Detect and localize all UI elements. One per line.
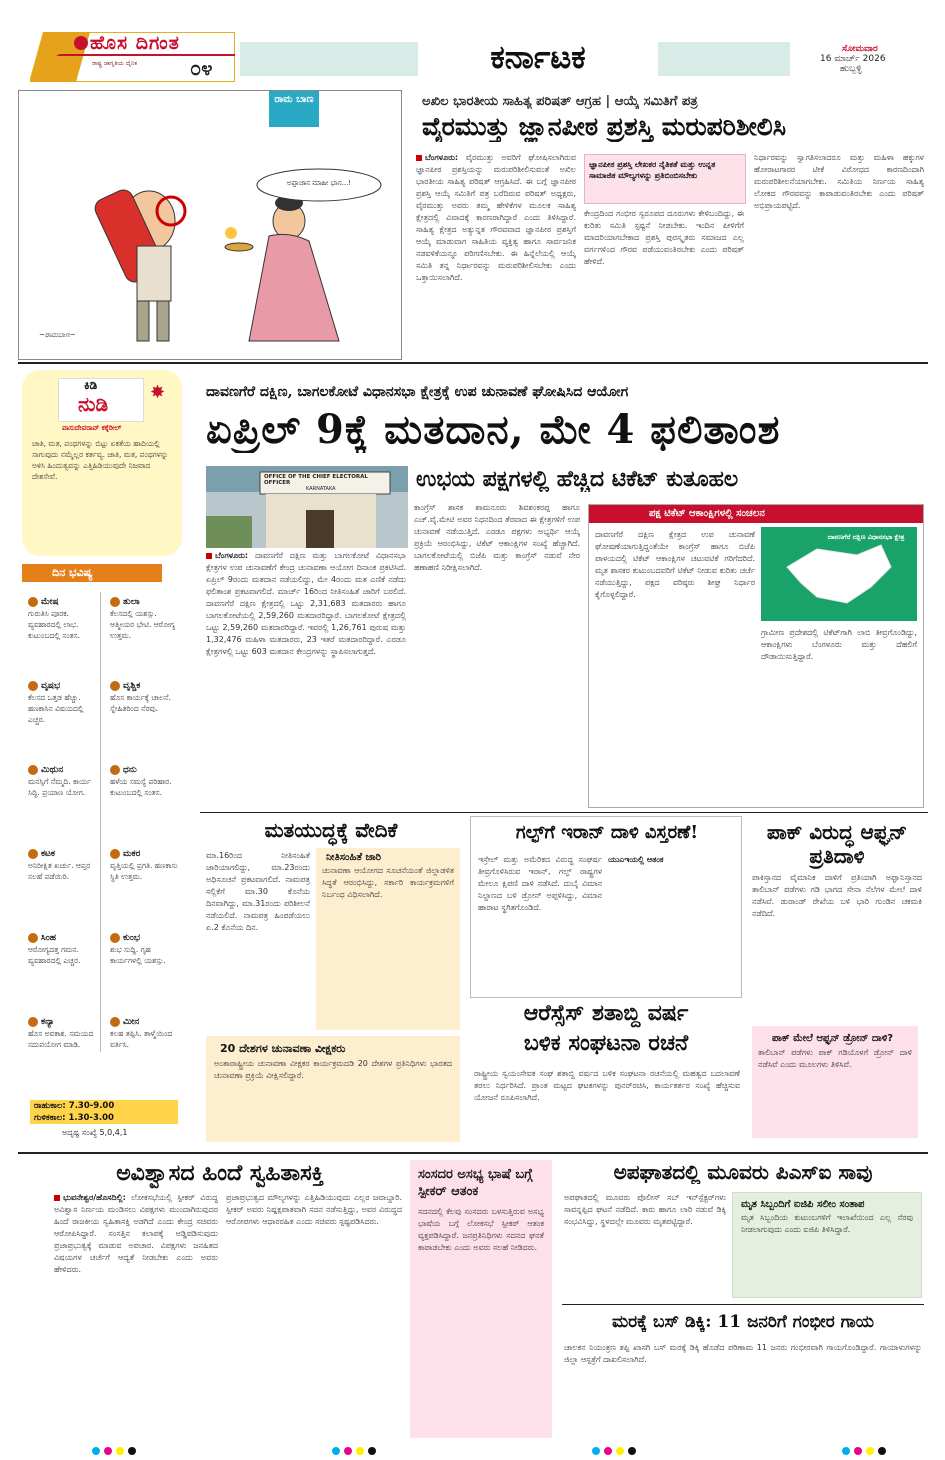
mid1-box	[316, 848, 460, 1030]
top-story	[410, 90, 930, 360]
logo-tagline: ರಾಷ್ಟ್ರ ಜಾಗೃತಿಯ ದೈನಿಕ	[92, 60, 138, 67]
bottom1-dateline: ಭುವನೇಶ್ವರ/ಹೊಸದಿಲ್ಲಿ:	[63, 1193, 126, 1202]
bottom2-body: ಸದನದಲ್ಲಿ ಕೆಲವು ಸಂಸದರು ಬಳಸುತ್ತಿರುವ ಅಸಭ್ಯ ಭಾಷೆಯ ಬಗ್ಗೆ ಲೋಕಸಭೆ ಸ್ಪೀಕರ್ ಆತಂಕ ವ್ಯಕ್ತಪಡಿಸಿದ್ದಾರೆ. ಜನಪ್ರತಿನಿಧಿಗಳು ಸದನದ ಘನತೆ ಕಾಪಾಡಬೇಕು ಎಂದು ಅವರು ಸಲಹೆ ನೀಡಿದರು.	[418, 1207, 544, 1252]
top-story-sidebar-text: ಜ್ಞಾನಪೀಠ ಪ್ರಶಸ್ತಿ ಲೇಖಕರ ನೈತಿಕತೆ ಮತ್ತು ಉನ್ನತ ಸಾಮಾಜಿಕ ಮೌಲ್ಯಗಳನ್ನು ಪ್ರತಿಬಿಂಬಿಸಬೇಕು	[589, 160, 716, 180]
gulika-kala: ಗುಳಿಕಕಾಲ: 1.30-3.00	[30, 1112, 178, 1124]
bottom1-body: ಲೋಕಸಭೆಯಲ್ಲಿ ಸ್ಪೀಕರ್ ವಿರುದ್ಧ ಅವಿಶ್ವಾಸ ನಿರ್ಣಯ ಮಂಡಿಸಲು ವಿಪಕ್ಷಗಳು ಮುಂದಾಗಿರುವುದರ ಹಿಂದೆ ರಾಜಕೀಯ ಸ್ವಹಿತಾಸಕ್ತಿ ಅಡಗಿದೆ ಎಂದು ಕೇಂದ್ರ ಸಚಿವರು ಆರೋಪಿಸಿದ್ದಾರೆ. ಸಂಸತ್ತಿನ ಕಲಾಪಕ್ಕೆ ಅಡ್ಡಿಪಡಿಸುವುದು ಪ್ರಜಾಪ್ರಭುತ್ವಕ್ಕೆ ಮಾಡುವ ಅಪಚಾರ. ವಿಪಕ್ಷಗಳು ಜನಹಿತದ ವಿಷಯಗಳ ಚರ್ಚೆಗೆ ಆದ್ಯತೆ ನೀಡಬೇಕು ಎಂದು ಅವರು ಹೇಳಿದರು.	[54, 1193, 218, 1274]
divider	[18, 362, 928, 364]
logo-emblem-icon	[74, 36, 88, 50]
rashi-sign-text: ಕೆಲಸದಲ್ಲಿ ಯಶಸ್ಸು. ಆತ್ಮೀಯರ ಭೇಟಿ. ಆರೋಗ್ಯ ಉತ್ತಮ.	[110, 609, 175, 640]
lead-body1: ದಾವಣಗೆರೆ ದಕ್ಷಿಣ ಮತ್ತು ಬಾಗಲಕೋಟೆ ವಿಧಾನಸಭಾ ಕ್ಷೇತ್ರಗಳ ಉಪ ಚುನಾವಣೆಗೆ ಕೇಂದ್ರ ಚುನಾವಣಾ ಆಯೋಗ ದಿನಾಂಕ ಪ್ರಕಟಿಸಿದೆ. ಏಪ್ರಿಲ್ 9ರಂದು ಮತದಾನ ನಡೆಯಲಿದ್ದು, ಮೇ 4ರಂದು ಮತ ಎಣಿಕೆ ನಡೆದು ಫಲಿತಾಂಶ ಪ್ರಕಟವಾಗಲಿದೆ. ಮಾರ್ಚ್ 16ರಿಂದ ನೀತಿಸಂಹಿತೆ ಜಾರಿಗೆ ಬರಲಿದೆ. ದಾವಣಗೆರೆ ದಕ್ಷಿಣ ಕ್ಷೇತ್ರದಲ್ಲಿ ಒಟ್ಟು 2,31,683 ಮತದಾರರು ಹಾಗೂ ಬಾಗಲಕೋಟೆಯಲ್ಲಿ 2,59,260 ಮತದಾರರಿದ್ದಾರೆ.	[206, 551, 406, 620]
zodiac-icon	[28, 1017, 38, 1027]
date-block	[790, 42, 920, 76]
rashi-sign-name: ಧನು	[123, 765, 137, 775]
rashi-sign-name: ತುಲಾ	[123, 597, 140, 607]
top-story-lead: ವೈರಮುತ್ತು ಅವರಿಗೆ ಘೋಷಿಸಲಾಗಿರುವ ಜ್ಞಾನಪೀಠ ಪ್ರಶಸ್ತಿಯನ್ನು ಮರುಪರಿಶೀಲಿಸುವಂತೆ ಅಖಿಲ ಭಾರತೀಯ ಸಾಹಿತ್ಯ ಪರಿಷತ್ ಆಗ್ರಹಿಸಿದೆ.	[416, 153, 576, 186]
top-story-headline: ವೈರಮುತ್ತು ಜ್ಞಾನಪೀಠ ಪ್ರಶಸ್ತಿ ಮರುಪರಿಶೀಲಿಸಿ	[422, 112, 786, 141]
kidi-title: ನುಡಿ	[78, 392, 109, 416]
mid1-box-body: ಚುನಾವಣಾ ಆಯೋಗದ ಸೂಚನೆಯಂತೆ ಜಿಲ್ಲಾಡಳಿತ ಸಿದ್ಧತೆ ಆರಂಭಿಸಿದ್ದು, ಸರ್ಕಾರಿ ಕಾರ್ಯಕ್ರಮಗಳಿಗೆ ನಿರ್ಬಂಧ ವಿಧಿಸಲಾಗಿದೆ.	[322, 866, 454, 899]
rashi-sign-text: ವೃತ್ತಿಯಲ್ಲಿ ಪ್ರಗತಿ. ಹಣಕಾಸು ಸ್ಥಿತಿ ಉತ್ತಮ.	[110, 861, 178, 881]
zodiac-icon	[28, 849, 38, 859]
rashi-sign-name: ಮಿಥುನ	[41, 765, 64, 775]
mid1-box2	[206, 1036, 460, 1142]
lead-headline: ಏಪ್ರಿಲ್ 9ಕ್ಕೆ ಮತದಾನ, ಮೇ 4 ಫಲಿತಾಂಶ	[206, 406, 781, 453]
rashi-sign	[110, 764, 182, 798]
kidi-nudi	[22, 370, 182, 556]
mid2-sub: ಯುಎಇಯಲ್ಲಿ ಆತಂಕ	[608, 855, 664, 864]
spark-icon: ✸	[150, 382, 166, 403]
rahu-kala: ರಾಹುಕಾಲ: 7.30-9.00	[30, 1100, 178, 1112]
zodiac-icon	[110, 933, 120, 943]
ticket-box-text: ದಾವಣಗೆರೆ ದಕ್ಷಿಣ ಕ್ಷೇತ್ರದ ಉಪ ಚುನಾವಣೆ ಘೋಷಣೆಯಾಗುತ್ತಿದ್ದಂತೆಯೇ ಕಾಂಗ್ರೆಸ್ ಹಾಗೂ ಬಿಜೆಪಿ ಪಾಳಯದಲ್ಲಿ ಟಿಕೆಟ್ ಆಕಾಂಕ್ಷಿಗಳ ಚಟುವಟಿಕೆ ಗರಿಗೆದರಿದೆ. ಮೃತ ಶಾಸಕರ ಕುಟುಂಬದವರಿಗೆ ಟಿಕೆಟ್ ನೀಡುವ ಕುರಿತು ಚರ್ಚೆ ನಡೆಯುತ್ತಿದ್ದು, ಪಕ್ಷದ ವರಿಷ್ಠರು ಶೀಘ್ರ ನಿರ್ಧಾರ ಕೈಗೊಳ್ಳಲಿದ್ದಾರೆ.	[595, 530, 755, 599]
kidi-quote: ಜಾತಿ, ಮತ, ಪಂಥಗಳನ್ನು ಬಿಟ್ಟು ಏಕತೆಯ ಹಾದಿಯಲ್ಲಿ ಸಾಗುವುದು ನಮ್ಮೆಲ್ಲರ ಕರ್ತವ್ಯ. ಜಾತಿ, ಮತ, ಪಂಥಗಳನ್ನು ಅಳಿಸಿ ಹಿಂದುತ್ವವನ್ನು ಎತ್ತಿಹಿಡಿಯುವುದೇ ನಿಜವಾದ ದೇಶಸೇವೆ.	[32, 439, 169, 481]
rashi-sign	[110, 596, 182, 641]
bottom2-headline: ಸಂಸದರ ಅಸಭ್ಯ ಭಾಷೆ ಬಗ್ಗೆ ಸ್ಪೀಕರ್ ಆತಂಕ	[418, 1167, 533, 1199]
lead-col1	[206, 550, 406, 804]
cartoon-tag: ರಾಮ ಬಾಣ	[269, 91, 319, 127]
cartoon-illustration	[19, 91, 399, 357]
rashi-title-text: ದಿನ ಭವಿಷ್ಯ	[52, 566, 93, 579]
mid3-box-body: ತಾಲಿಬಾನ್ ಪಡೆಗಳು ಪಾಕ್ ಗಡಿಯೊಳಗೆ ಡ್ರೋನ್ ದಾಳಿ ನಡೆಸಿವೆ ಎಂದು ಮೂಲಗಳು ತಿಳಿಸಿವೆ.	[758, 1048, 912, 1069]
zodiac-icon	[28, 933, 38, 943]
zodiac-icon	[110, 681, 120, 691]
lead-body2: ಬಾಗಲಕೋಟೆ ಕ್ಷೇತ್ರದಲ್ಲಿ ಒಟ್ಟು 2,59,260 ಮತದಾರರಿದ್ದಾರೆ. ಇವರಲ್ಲಿ 1,26,761 ಪುರುಷ ಮತ್ತು 1,32,476 ಮಹಿಳಾ ಮತದಾರರು, 23 ಇತರೆ ಮತದಾರರಿದ್ದಾರೆ. ಎರಡೂ ಕ್ಷೇತ್ರಗಳಲ್ಲಿ ಒಟ್ಟು 603 ಮತದಾನ ಕೇಂದ್ರಗಳನ್ನು ಸ್ಥಾಪಿಸಲಾಗುತ್ತದೆ.	[206, 611, 406, 656]
rashi-sign	[28, 596, 100, 641]
top-story-body: ಈ ಬಗ್ಗೆ ಜ್ಞಾನಪೀಠ ಪ್ರಶಸ್ತಿ ಆಯ್ಕೆ ಸಮಿತಿಗೆ ಪತ್ರ ಬರೆದಿರುವ ಪರಿಷತ್ ಅಧ್ಯಕ್ಷರು, ವೈರಮುತ್ತು ಅವರು ತಮ್ಮ ಹೇಳಿಕೆಗಳ ಮೂಲಕ ಸಾಹಿತ್ಯ ಕ್ಷೇತ್ರದಲ್ಲಿ ವಿವಾದಕ್ಕೆ ಕಾರಣರಾಗಿದ್ದಾರೆ ಎಂದು ತಿಳಿಸಿದ್ದಾರೆ. ಸಾಹಿತ್ಯ ಕ್ಷೇತ್ರದ ಅತ್ಯುನ್ನತ ಗೌರವವಾದ ಜ್ಞಾನಪೀಠ ಪ್ರಶಸ್ತಿಗೆ ಆಯ್ಕೆ ಮಾಡುವಾಗ ಸಾಹಿತಿಯ ವ್ಯಕ್ತಿತ್ವ ಹಾಗೂ ಸಾರ್ವಜನಿಕ ನಡವಳಿಕೆಯನ್ನೂ ಪರಿಗಣಿಸಬೇಕು. ಈ ಹಿನ್ನೆಲೆಯಲ್ಲಿ ಆಯ್ಕೆ ಸಮಿತಿ ತನ್ನ ನಿರ್ಧಾರವನ್ನು ಮರುಪರಿಶೀಲಿಸಬೇಕು ಎಂದು ಒತ್ತಾಯಿಸಲಾಗಿದೆ.	[416, 177, 576, 282]
registration-marks	[330, 1440, 378, 1459]
bottom3-box	[732, 1192, 922, 1298]
zodiac-icon	[28, 597, 38, 607]
kidi-source: ವಾಸುದೇವರಾವ್ ಕಕ್ಕೆರೀಲ್	[62, 424, 122, 432]
photo-sign-text-2: KARNATAKA	[306, 486, 336, 492]
rashi-sign-text: ಮನಸ್ಸಿಗೆ ನೆಮ್ಮದಿ. ಕಾರ್ಯ ಸಿದ್ಧಿ. ಪ್ರಯಾಣ ಯೋಗ.	[28, 777, 91, 797]
bottom1-headline: ಅವಿಶ್ವಾಸದ ಹಿಂದೆ ಸ್ವಹಿತಾಸಕ್ತಿ	[116, 1160, 324, 1186]
logo	[30, 32, 235, 82]
rashi-sign	[28, 680, 100, 725]
bottom2-box	[410, 1160, 552, 1438]
bottom1-col1	[54, 1192, 218, 1430]
top-story-col2: ಕೇಂದ್ರದಿಂದ ಗಂಭೀರ ಸ್ವರೂಪದ ದೂರುಗಳು ಕೇಳಿಬಂದಿದ್ದು, ಈ ಕುರಿತು ಸಮಿತಿ ಸ್ಪಷ್ಟನೆ ನೀಡಬೇಕು. ಇಂದಿನ ಪೀಳಿಗೆಗೆ ಮಾದರಿಯಾಗಬೇಕಾದ ಪ್ರಶಸ್ತಿ ಪುರಸ್ಕೃತರು ಸಮಾಜದ ಎಲ್ಲ ವರ್ಗಗಳಿಂದ ಗೌರವ ಪಡೆಯುವಂತಿರಬೇಕು ಎಂದು ಪರಿಷತ್ ಹೇಳಿದೆ.	[584, 209, 744, 266]
lead-kicker: ದಾವಣಗೆರೆ ದಕ್ಷಿಣ, ಬಾಗಲಕೋಟೆ ವಿಧಾನಸಭಾ ಕ್ಷೇತ್ರಕ್ಕೆ ಉಪ ಚುನಾವಣೆ ಘೋಷಿಸಿದ ಆಯೋಗ	[206, 384, 629, 400]
bottom1-col2: ಪ್ರಜಾಪ್ರಭುತ್ವದ ಮೌಲ್ಯಗಳನ್ನು ಎತ್ತಿಹಿಡಿಯುವುದು ಎಲ್ಲರ ಜವಾಬ್ದಾರಿ. ಸ್ಪೀಕರ್ ಅವರು ನಿಷ್ಪಕ್ಷಪಾತವಾಗಿ ಸದನ ನಡೆಸುತ್ತಿದ್ದು, ಅವರ ವಿರುದ್ಧದ ಆರೋಪಗಳು ಆಧಾರರಹಿತ ಎಂದು ಸಚಿವರು ಸ್ಪಷ್ಟಪಡಿಸಿದರು.	[226, 1193, 402, 1226]
date: 16 ಮಾರ್ಚ್ 2026	[820, 54, 886, 64]
ticket-box-title: ಪಕ್ಷ ಟಿಕೆಟ್ ಆಕಾಂಕ್ಷಿಗಳಲ್ಲಿ ಸಂಚಲನ	[649, 508, 765, 519]
cartoon	[18, 90, 402, 360]
lead-photo	[206, 466, 408, 548]
ticket-box	[588, 504, 924, 808]
rashi-sign	[28, 1016, 100, 1050]
page-number: ೦೪	[190, 56, 213, 80]
rashi-sign-text: ಕಲಹ ತಪ್ಪಿಸಿ. ತಾಳ್ಮೆಯಿಂದ ವರ್ತಿಸಿ.	[110, 1029, 173, 1049]
rashi-sign-name: ಮೀನ	[123, 1017, 140, 1027]
ticket-box-text-2: ಗ್ರಾಮೀಣ ಪ್ರದೇಶದಲ್ಲಿ ಟಿಕೆಟ್‌ಗಾಗಿ ಲಾಬಿ ತೀವ್ರಗೊಂಡಿದ್ದು, ಆಕಾಂಕ್ಷಿಗಳು ಬೆಂಗಳೂರು ಮತ್ತು ದೆಹಲಿಗೆ ದೌಡಾಯಿಸುತ್ತಿದ್ದಾರೆ.	[761, 628, 917, 661]
divider	[562, 1304, 924, 1305]
mid1-box-title: ನೀತಿಸಂಹಿತೆ ಜಾರಿ	[326, 852, 382, 863]
photo-sign-text: OFFICE OF THE CHIEF ELECTORAL OFFICER	[264, 474, 368, 486]
rashi-sign-name: ಕುಂಭ	[123, 933, 141, 943]
bottom3-headline-2: ಮರಕ್ಕೆ ಬಸ್ ಡಿಕ್ಕಿ: 11 ಜನರಿಗೆ ಗಂಭೀರ ಗಾಯ	[611, 1312, 875, 1332]
city: ಹುಬ್ಬಳ್ಳಿ	[840, 64, 862, 74]
map-label: ದಾವಣಗೆರೆ ದಕ್ಷಿಣ ವಿಧಾನಸಭಾ ಕ್ಷೇತ್ರ	[827, 533, 905, 541]
rashi-sign-text: ಅನಿರೀಕ್ಷಿತ ಖರ್ಚು. ಆಪ್ತರ ಸಲಹೆ ಪಡೆಯಿರಿ.	[28, 861, 91, 881]
zodiac-icon	[110, 597, 120, 607]
rashi-sign-name: ಮಕರ	[123, 849, 141, 859]
logo-text: ಹೊಸ ದಿಗಂತ	[90, 32, 180, 54]
registration-marks	[590, 1440, 638, 1459]
lucky-number: ಅದೃಷ್ಟ ಸಂಖ್ಯೆ 5,0,4,1	[62, 1128, 128, 1137]
rashi-sign-text: ಗುರುತಿಸಿ ಪೂರಕ. ವ್ಯವಹಾರದಲ್ಲಿ ಲಾಭ. ಕುಟುಂಬದಲ್ಲಿ ಸಂತಸ.	[28, 609, 80, 640]
rashi-sign-name: ಮೇಷ	[41, 597, 59, 607]
rashi-sign-name: ವೃಷಭ	[41, 681, 61, 691]
zodiac-icon	[110, 765, 120, 775]
cartoon-speech: ಅಪ್ಪಾಜಾನ ಮಾಹೀ ಭಾನ...!	[286, 179, 352, 187]
rashi-sign	[110, 680, 182, 714]
rashi-sign-text: ಕೆಲಸದ ಒತ್ತಡ ಹೆಚ್ಚು. ಹಣಕಾಸಿನ ವಿಷಯದಲ್ಲಿ ಎಚ್ಚರ.	[28, 693, 84, 724]
bottom3-body-2: ಚಾಲಕನ ನಿಯಂತ್ರಣ ತಪ್ಪಿ ಖಾಸಗಿ ಬಸ್ ಮರಕ್ಕೆ ಡಿಕ್ಕಿ ಹೊಡೆದ ಪರಿಣಾಮ 11 ಜನರು ಗಂಭೀರವಾಗಿ ಗಾಯಗೊಂಡಿದ್ದಾರೆ. ಗಾಯಾಳುಗಳನ್ನು ಜಿಲ್ಲಾ ಆಸ್ಪತ್ರೆಗೆ ದಾಖಲಿಸಲಾಗಿದೆ.	[564, 1343, 922, 1364]
rashi-sign	[28, 848, 100, 882]
mid1-box2-title: 20 ದೇಶಗಳ ಚುನಾವಣಾ ವೀಕ್ಷಕರು	[220, 1042, 346, 1055]
lead-subhead: ಉಭಯ ಪಕ್ಷಗಳಲ್ಲಿ ಹೆಚ್ಚಿದ ಟಿಕೆಟ್ ಕುತೂಹಲ	[416, 466, 739, 492]
masthead	[0, 0, 945, 92]
mid2-body: ಇಸ್ರೇಲ್ ಮತ್ತು ಅಮೆರಿಕದ ವಿರುದ್ಧ ಸಂಘರ್ಷ ತೀವ್ರಗೊಳಿಸಿರುವ ಇರಾನ್, ಗಲ್ಫ್ ರಾಷ್ಟ್ರಗಳ ಮೇಲೂ ಕ್ಷಿಪಣಿ ದಾಳಿ ನಡೆಸಿದೆ. ದುಬೈ ವಿಮಾನ ನಿಲ್ದಾಣದ ಬಳಿ ಡ್ರೋನ್ ಅಪ್ಪಳಿಸಿದ್ದು, ವಿಮಾನ ಹಾರಾಟ ಸ್ಥಗಿತಗೊಂಡಿದೆ.	[478, 855, 602, 912]
bottom3-headline: ಅಪಘಾತದಲ್ಲಿ ಮೂವರು ಪಿಎಸ್‌ಐ ಸಾವು	[613, 1160, 873, 1184]
bottom3-body: ಅಪಘಾತದಲ್ಲಿ ಮೂವರು ಪೊಲೀಸ್ ಸಬ್ ಇನ್‌ಸ್ಪೆಕ್ಟರ್‌ಗಳು ಸಾವನ್ನಪ್ಪಿದ ಘಟನೆ ನಡೆದಿದೆ. ಕಾರು ಹಾಗೂ ಲಾರಿ ನಡುವೆ ಡಿಕ್ಕಿ ಸಂಭವಿಸಿದ್ದು, ಸ್ಥಳದಲ್ಲೇ ಮೂವರು ಮೃತಪಟ್ಟಿದ್ದಾರೆ.	[564, 1193, 726, 1226]
bottom3-box-title: ಮೃತ ಸಿಬ್ಬಂದಿಗೆ ಐಜಿಪಿ ಸಲೀಂ ಸಂತಾಪ	[741, 1199, 865, 1210]
mid2-headline: ಗಲ್ಫ್‌ಗೆ ಇರಾನ್ ದಾಳಿ ವಿಸ್ತರಣೆ!	[515, 822, 699, 843]
lead-dateline: ಬೆಂಗಳೂರು:	[215, 551, 249, 560]
rss-body: ರಾಷ್ಟ್ರೀಯ ಸ್ವಯಂಸೇವಕ ಸಂಘ ಶತಾಬ್ದಿ ವರ್ಷದ ಬಳಿಕ ಸಂಘಟನಾ ರಚನೆಯಲ್ಲಿ ಮಹತ್ವದ ಬದಲಾವಣೆ ತರಲು ನಿರ್ಧರಿಸಿದೆ. ಪ್ರಾಂತ ಮಟ್ಟದ ಘಟಕಗಳನ್ನು ಪುನರ್‌ರಚಿಸಿ, ಕಾರ್ಯಕರ್ತರ ಸಂಖ್ಯೆ ಹೆಚ್ಚಿಸುವ ಯೋಜನೆ ರೂಪಿಸಲಾಗಿದೆ.	[474, 1069, 740, 1102]
rashi-sign-text: ಹಳೆಯ ಸಮಸ್ಯೆ ಪರಿಹಾರ. ಕುಟುಂಬದಲ್ಲಿ ಸಂತಸ.	[110, 777, 172, 797]
rashi-sign-text: ಹೊಸ ಕಾರ್ಯಕ್ಕೆ ಚಾಲನೆ. ಸ್ನೇಹಿತರಿಂದ ನೆರವು.	[110, 693, 171, 713]
section-title: ಕರ್ನಾಟಕ	[490, 38, 586, 76]
rashi-sign-name: ವೃಶ್ಚಿಕ	[123, 681, 141, 691]
zodiac-icon	[110, 849, 120, 859]
zodiac-icon	[28, 681, 38, 691]
mid3-headline: ಪಾಕ್ ವಿರುದ್ಧ ಆಫ್ಘನ್ ಪ್ರತಿದಾಳಿ	[766, 820, 908, 868]
divider	[200, 812, 928, 813]
kidi-title-top: ಕಿಡಿ	[84, 378, 98, 392]
rashi-times	[22, 1100, 184, 1138]
rashi-sign-name: ಕನ್ಯಾ	[41, 1017, 55, 1027]
mid1-headline: ಮತಯುದ್ಧಕ್ಕೆ ವೇದಿಕೆ	[264, 818, 398, 842]
rashi-sign	[110, 1016, 182, 1050]
rashi-col-divider	[100, 592, 101, 1052]
mid3-body: ಪಾಕಿಸ್ತಾನದ ವೈಮಾನಿಕ ದಾಳಿಗೆ ಪ್ರತಿಯಾಗಿ ಅಫ್ಘಾನಿಸ್ತಾನದ ತಾಲಿಬಾನ್ ಪಡೆಗಳು ಗಡಿ ಭಾಗದ ಸೇನಾ ನೆಲೆಗಳ ಮೇಲೆ ದಾಳಿ ನಡೆಸಿವೆ. ಡುರಾಂಡ್ ರೇಖೆಯ ಬಳಿ ಭಾರಿ ಗುಂಡಿನ ಚಕಮಕಿ ನಡೆದಿದೆ.	[752, 873, 922, 918]
top-story-dateline: ಬೆಂಗಳೂರು:	[425, 153, 459, 162]
rashi-sign	[110, 848, 182, 882]
lead-col2: ಕಾಂಗ್ರೆಸ್ ಶಾಸಕ ಶಾಮನೂರು ಶಿವಶಂಕರಪ್ಪ ಹಾಗೂ ಎಚ್.ವೈ.ಮೇಟಿ ಅವರ ನಿಧನದಿಂದ ತೆರವಾದ ಈ ಕ್ಷೇತ್ರಗಳಿಗೆ ಉಪ ಚುನಾವಣೆ ನಡೆಯುತ್ತಿದೆ. ಎರಡೂ ಪಕ್ಷಗಳು ಅಭ್ಯರ್ಥಿ ಆಯ್ಕೆ ಪ್ರಕ್ರಿಯೆ ಆರಂಭಿಸಿದ್ದು, ಟಿಕೆಟ್ ಆಕಾಂಕ್ಷಿಗಳ ಸಂಖ್ಯೆ ಹೆಚ್ಚಾಗಿದೆ. ಬಾಗಲಕೋಟೆಯಲ್ಲಿ ಬಿಜೆಪಿ ಮತ್ತು ಕಾಂಗ್ರೆಸ್ ನಡುವೆ ನೇರ ಹಣಾಹಣಿ ನಿರೀಕ್ಷಿಸಲಾಗಿದೆ.	[414, 503, 580, 572]
registration-marks	[840, 1440, 888, 1459]
map-panel	[761, 527, 917, 621]
rss-headline-1: ಆರೆಸ್ಸೆಸ್ ಶತಾಬ್ದಿ ವರ್ಷ	[523, 1000, 689, 1026]
mid3-box	[752, 1026, 918, 1138]
mid1-body: ಮಾ.16ರಿಂದ ನೀತಿಸಂಹಿತೆ ಜಾರಿಯಾಗಲಿದ್ದು, ಮಾ.23ರಂದು ಅಧಿಸೂಚನೆ ಪ್ರಕಟವಾಗಲಿದೆ. ನಾಮಪತ್ರ ಸಲ್ಲಿಕೆಗೆ ಮಾ.30 ಕೊನೆಯ ದಿನವಾಗಿದ್ದು, ಮಾ.31ರಂದು ಪರಿಶೀಲನೆ ನಡೆಯಲಿದೆ. ನಾಮಪತ್ರ ಹಿಂಪಡೆಯಲು ಏ.2 ಕೊನೆಯ ದಿನ.	[206, 851, 310, 932]
bottom3-box-body: ಮೃತ ಸಿಬ್ಬಂದಿಯ ಕುಟುಂಬಗಳಿಗೆ ಇಲಾಖೆಯಿಂದ ಎಲ್ಲ ನೆರವು ನೀಡಲಾಗುವುದು ಎಂದು ಐಜಿಪಿ ತಿಳಿಸಿದ್ದಾರೆ.	[741, 1213, 913, 1234]
top-story-col1	[416, 152, 576, 357]
mid3-box-title: ಪಾಕ್ ಮೇಲೆ ಆಫ್ಘನ್ ಡ್ರೋನ್ ದಾಳಿ?	[772, 1033, 894, 1044]
rashi-sign-name: ಕಟಕ	[41, 849, 55, 859]
rashi-sign	[110, 932, 182, 966]
top-story-col3: ನಿರ್ಧಾರವನ್ನು ಸ್ವಾಗತಿಸಲಾದರೂ ಮತ್ತು ಮಹಿಳಾ ಹಕ್ಕುಗಳ ಹೋರಾಟಗಾರರ ಟೀಕೆ ವಿರೋಧದ ಕಾರಣದಿಂದಾಗಿ ಮರುಪರಿಶೀಲನೆಯಾಗಬೇಕು. ಸಮಿತಿಯ ನಿರ್ಣಯ ಸಾಹಿತ್ಯ ಲೋಕದ ಗೌರವವನ್ನು ಕಾಪಾಡುವಂತಿರಬೇಕು ಎಂದು ಪರಿಷತ್ ಅಭಿಪ್ರಾಯಪಟ್ಟಿದೆ.	[754, 153, 924, 210]
rashi-sign	[28, 932, 100, 966]
rss-headline-2: ಬಳಿಕ ಸಂಘಟನಾ ರಚನೆ	[523, 1030, 689, 1056]
cartoon-signature: ~ರಾಮಬಾಣ~	[39, 331, 76, 339]
rashi-sign-name: ಸಿಂಹ	[41, 933, 57, 943]
mid2-sub-col	[608, 854, 734, 990]
zodiac-icon	[110, 1017, 120, 1027]
rashi-sign-text: ಆರೋಗ್ಯದತ್ತ ಗಮನ. ವ್ಯವಹಾರದಲ್ಲಿ ಎಚ್ಚರ.	[28, 945, 81, 965]
rashi-sign-text: ಹೊಸ ಅವಕಾಶ. ಸಮಯದ ಸದುಪಯೋಗ ಮಾಡಿ.	[28, 1029, 94, 1049]
rashi-sign-text: ಶುಭ ಸುದ್ದಿ. ಗೃಹ ಕಾರ್ಯಗಳಲ್ಲಿ ಯಶಸ್ಸು.	[110, 945, 166, 965]
top-story-kicker: ಅಖಿಲ ಭಾರತೀಯ ಸಾಹಿತ್ಯ ಪರಿಷತ್ ಆಗ್ರಹ | ಆಯ್ಕೆ ಸಮಿತಿಗೆ ಪತ್ರ	[422, 94, 698, 109]
divider	[18, 1152, 928, 1154]
mid1-box2-body: ಅಂತಾರಾಷ್ಟ್ರೀಯ ಚುನಾವಣಾ ವೀಕ್ಷಕರ ಕಾರ್ಯಕ್ರಮದಡಿ 20 ದೇಶಗಳ ಪ್ರತಿನಿಧಿಗಳು ಭಾರತದ ಚುನಾವಣಾ ಪ್ರಕ್ರಿಯೆ ವೀಕ್ಷಿಸಲಿದ್ದಾರೆ.	[214, 1059, 452, 1080]
registration-marks	[90, 1440, 138, 1459]
zodiac-icon	[28, 765, 38, 775]
top-story-sidebar	[584, 154, 746, 204]
rashi-sign	[28, 764, 100, 798]
day: ಸೋಮವಾರ	[842, 44, 878, 54]
